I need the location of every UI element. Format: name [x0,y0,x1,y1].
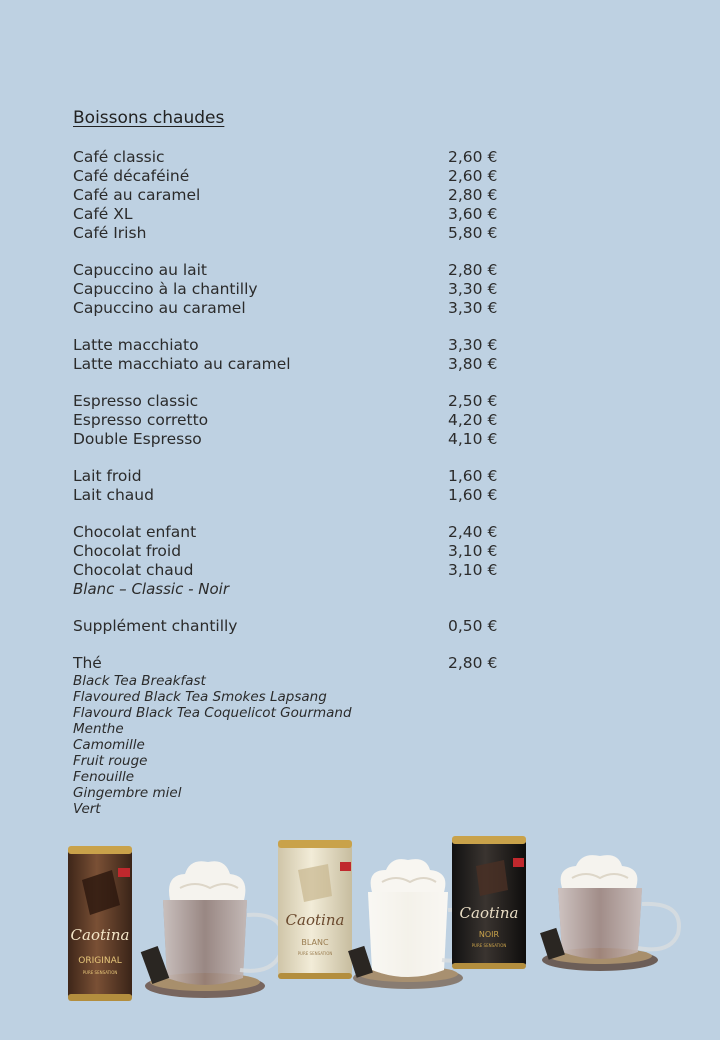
dark-chocolate-cup [540,855,679,971]
menu-item [73,430,503,449]
tin-tagline: PURE SENSATION [471,943,507,948]
tea-variety: Gingembre miel [73,785,182,801]
menu-item [73,261,503,280]
tea-variety: Flavourd Black Tea Coquelicot Gourmand [73,705,352,721]
tin-variant-label: NOIR [478,930,500,939]
tin-brand-label: Caotina [70,926,130,944]
item-name: Café classic [73,148,165,166]
item-name: Café Irish [73,224,147,242]
tin-variant-label: BLANC [301,938,329,947]
caotina-original-tin [68,846,132,1001]
item-price: 1,60 € [448,467,498,485]
tea-variety: Menthe [73,721,124,737]
item-name: Lait froid [73,467,142,485]
hot-chocolate-cup [141,861,284,998]
item-name: Café au caramel [73,186,201,204]
page-title: Boissons chaudes [73,108,225,128]
item-name: Chocolat froid [73,542,182,560]
item-name: Chocolat enfant [73,523,197,541]
item-price: 3,10 € [448,561,498,579]
item-name: Café XL [73,205,133,223]
item-price: 3,60 € [448,205,498,223]
tea-variety: Fruit rouge [73,753,148,769]
menu-section-the [73,654,503,817]
tea-variety: Fenouille [73,769,135,785]
item-name: Thé [73,654,102,672]
tea-varieties-list [73,673,503,817]
item-price: 0,50 € [448,617,498,635]
item-name: Café décaféiné [73,167,190,185]
menu-item [73,411,503,430]
menu-item [73,542,503,561]
item-price: 3,80 € [448,355,498,373]
menu-item [73,523,503,542]
item-name: Capuccino au caramel [73,299,246,317]
menu-section-espresso [73,392,503,449]
menu-item [73,280,503,299]
item-price: 2,40 € [448,523,498,541]
menu-item [73,299,503,318]
item-price: 2,50 € [448,392,498,410]
item-price: 1,60 € [448,486,498,504]
item-price: 4,10 € [448,430,498,448]
item-price: 2,60 € [448,148,498,166]
menu-item [73,336,503,355]
tea-variety: Camomille [73,737,145,753]
item-price: 2,80 € [448,186,498,204]
tea-variety: Black Tea Breakfast [73,673,206,689]
menu-item [73,561,503,580]
tea-variety: Vert [73,801,101,817]
tin-tagline: PURE SENSATION [82,970,118,975]
menu-item [73,224,503,243]
menu-section-lait [73,467,503,505]
menu-item [73,186,503,205]
item-price: 2,80 € [448,261,498,279]
item-name: Latte macchiato [73,336,199,354]
item-price: 2,60 € [448,167,498,185]
caotina-blanc-tin [278,840,352,979]
menu-item [73,205,503,224]
item-name: Supplément chantilly [73,617,238,635]
menu-item [73,467,503,486]
menu-item [73,148,503,167]
menu-section-supplement [73,617,503,636]
item-price: 3,30 € [448,299,498,317]
drinks-menu [73,148,503,835]
item-price: 3,30 € [448,336,498,354]
tin-brand-label: Caotina [285,911,345,929]
menu-section-capuccino [73,261,503,318]
tin-variant-label: ORIGINAL [78,956,122,966]
menu-section-chocolat [73,523,503,599]
product-photo [60,830,700,1010]
menu-item [73,392,503,411]
menu-section-latte [73,336,503,374]
item-price: 5,80 € [448,224,498,242]
item-price: 3,30 € [448,280,498,298]
menu-section-cafe [73,148,503,243]
item-name: Espresso corretto [73,411,209,429]
item-price: 3,10 € [448,542,498,560]
tin-tagline: PURE SENSATION [297,951,333,956]
tin-brand-label: Caotina [459,904,519,922]
menu-item [73,355,503,374]
caotina-noir-tin [452,836,526,969]
chocolat-variants-note: Blanc – Classic - Noir [73,580,229,598]
menu-item [73,617,503,636]
item-price: 2,80 € [448,654,498,672]
item-price: 4,20 € [448,411,498,429]
menu-item [73,654,503,673]
item-name: Capuccino à la chantilly [73,280,258,298]
menu-item [73,167,503,186]
item-name: Chocolat chaud [73,561,194,579]
tea-variety: Flavoured Black Tea Smokes Lapsang [73,689,327,705]
item-name: Capuccino au lait [73,261,208,279]
item-name: Lait chaud [73,486,154,504]
item-name: Latte macchiato au caramel [73,355,291,373]
item-name: Double Espresso [73,430,202,448]
menu-item [73,486,503,505]
item-name: Espresso classic [73,392,199,410]
